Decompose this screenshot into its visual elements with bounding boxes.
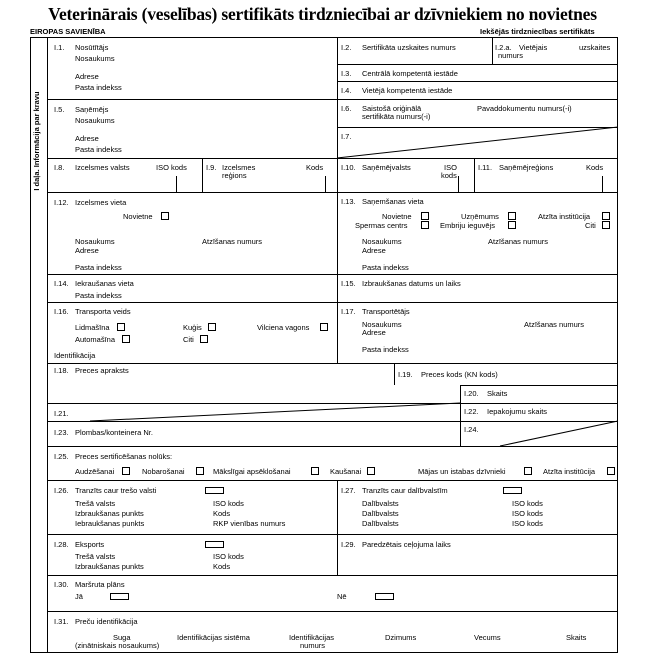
dest-enterprise-label: Uzņēmums <box>461 212 499 221</box>
document-title: Veterinārais (veselības) sertifikāts tirdzniecībai ar dzīvniekiem no novietnes <box>48 4 597 24</box>
field-number: I.22. <box>464 407 479 416</box>
ai-label: Mākslīgai apsēklošanai <box>213 467 291 476</box>
aeroplane-label: Lidmašīna <box>75 323 110 332</box>
origin-approval-label: Atzīšanas numurs <box>202 237 263 246</box>
purpose-approved-body-checkbox[interactable] <box>607 467 615 475</box>
origin-iso-label: ISO kods <box>156 163 187 172</box>
dest-name-label: Nosaukums <box>362 237 402 246</box>
field-number: I.25. <box>54 452 69 461</box>
field-number: I.27. <box>341 486 356 495</box>
transporter-address-label: Adrese <box>362 328 386 337</box>
origin-region-code-label: Kods <box>306 163 324 172</box>
field-number: I.31. <box>54 617 69 626</box>
road-checkbox[interactable] <box>122 335 130 343</box>
member-state-iso-label: ISO kods <box>512 519 543 528</box>
transit-third-checkbox[interactable] <box>205 487 224 494</box>
dest-embryo-team-checkbox[interactable] <box>508 221 516 229</box>
destination-country-label: Saņēmējvalsts <box>362 163 411 172</box>
transporter-title: Transportētājs <box>362 307 410 316</box>
third-country-iso-label: ISO kods <box>213 499 244 508</box>
member-state-iso-label: ISO kods <box>512 499 543 508</box>
part-label: I daļa. Informācija par kravu <box>32 91 41 191</box>
journey-time-label: Paredzētais ceļojuma laiks <box>362 540 451 549</box>
exit-point-label: Izbraukšanas punkts <box>75 509 144 518</box>
field-number: I.17. <box>341 307 356 316</box>
member-state-label: Dalībvalsts <box>362 519 399 528</box>
consignor-address-label: Adrese <box>75 72 99 81</box>
field-number: I.15. <box>341 279 356 288</box>
consignee-title: Saņēmējs <box>75 105 109 114</box>
transit-ms-checkbox[interactable] <box>503 487 522 494</box>
consignor-name-label: Nosaukums <box>75 54 115 63</box>
origin-name-label: Nosaukums <box>75 237 115 246</box>
field-number: I.13. <box>341 197 356 206</box>
origin-holding-label: Novietne <box>123 212 153 221</box>
diagonal-strike-i7 <box>337 127 618 158</box>
field-number: I.4. <box>341 86 352 95</box>
origin-holding-checkbox[interactable] <box>161 212 169 220</box>
third-country-label: Trešā valsts <box>75 499 116 508</box>
dest-address-label: Adrese <box>362 246 386 255</box>
field-number: I.16. <box>54 307 69 316</box>
original-cert-label: sertifikāta numurs(-i) <box>362 112 431 121</box>
aeroplane-checkbox[interactable] <box>117 323 125 331</box>
departure-date-label: Izbraukšanas datums un laiks <box>362 279 461 288</box>
export-code-label: Kods <box>213 562 231 571</box>
export-iso-label: ISO kods <box>213 552 244 561</box>
ai-checkbox[interactable] <box>311 467 319 475</box>
field-number: I.5. <box>54 105 65 114</box>
field-number: I.6. <box>341 104 352 113</box>
pets-checkbox[interactable] <box>524 467 532 475</box>
field-number: I.1. <box>54 43 65 52</box>
consignor-postcode-label: Pasta indekss <box>75 83 122 92</box>
field-number: I.2.a. <box>495 43 512 52</box>
origin-postcode-label: Pasta indekss <box>75 263 122 272</box>
field-number: I.26. <box>54 486 69 495</box>
dest-approved-body-checkbox[interactable] <box>602 212 610 220</box>
dest-enterprise-checkbox[interactable] <box>508 212 516 220</box>
col-ident-system: Identifikācijas sistēma <box>177 633 250 642</box>
destination-region-label: Saņēmējreģions <box>499 163 554 172</box>
field-number: I.20. <box>464 389 479 398</box>
field-number: I.3. <box>341 69 352 78</box>
field-number: I.19. <box>398 370 413 379</box>
packages-label: Iepakojumu skaits <box>487 407 548 416</box>
transport-title: Transporta veids <box>75 307 131 316</box>
field-number: I.18. <box>54 366 69 375</box>
origin-country-label: Izcelsmes valsts <box>75 163 130 172</box>
destination-place-title: Saņemšanas vieta <box>362 197 424 206</box>
consignee-address-label: Adrese <box>75 134 99 143</box>
col-ident-number: Identifikācijas <box>289 633 335 642</box>
member-state-label: Dalībvalsts <box>362 509 399 518</box>
field-number: I.10. <box>341 163 356 172</box>
transit-third-title: Tranzīts caur trešo valsti <box>75 486 157 495</box>
railway-label: Vilciena vagons <box>257 323 310 332</box>
dest-approval-label: Atzīšanas numurs <box>488 237 549 246</box>
transport-ident-label: Identifikācija <box>54 351 96 360</box>
breeding-checkbox[interactable] <box>122 467 130 475</box>
local-ref-label: Vietējais <box>519 43 548 52</box>
col-sex: Dzimums <box>385 633 417 642</box>
consignor-title: Nosūtītājs <box>75 43 109 52</box>
member-state-iso-label: ISO kods <box>512 509 543 518</box>
fattening-label: Nobarošanai <box>142 467 185 476</box>
col-species: Suga <box>113 633 131 642</box>
fattening-checkbox[interactable] <box>196 467 204 475</box>
seal-label: Plombas/konteinera Nr. <box>75 428 153 437</box>
local-ref-label: numurs <box>498 51 524 60</box>
header-certificate-type: Iekšējās tirdzniecības sertifikāts <box>480 27 595 36</box>
transport-other-checkbox[interactable] <box>200 335 208 343</box>
origin-place-title: Izcelsmes vieta <box>75 198 127 207</box>
export-title: Eksports <box>75 540 105 549</box>
origin-address-label: Adrese <box>75 246 99 255</box>
breeding-label: Audzēšanai <box>75 467 115 476</box>
destination-region-code-label: Kods <box>586 163 604 172</box>
cert-ref-label: Sertifikāta uzskaites numurs <box>362 43 456 52</box>
ship-checkbox[interactable] <box>208 323 216 331</box>
header-eu: EIROPAS SAVIENĪBA <box>30 27 106 36</box>
col-species-sub: (zinātniskais nosaukums) <box>75 641 160 650</box>
transporter-name-label: Nosaukums <box>362 320 402 329</box>
field-number: I.9. <box>206 163 217 172</box>
field-number: I.28. <box>54 540 69 549</box>
transport-other-label: Citi <box>183 335 194 344</box>
slaughter-checkbox[interactable] <box>367 467 375 475</box>
identification-title: Preču identifikācija <box>75 617 138 626</box>
loading-postcode-label: Pasta indekss <box>75 291 122 300</box>
export-country-label: Trešā valsts <box>75 552 116 561</box>
field-number: I.8. <box>54 163 65 172</box>
commodity-description-label: Preces apraksts <box>75 366 129 375</box>
dest-other-label: Citi <box>585 221 596 230</box>
purpose-approved-body-label: Atzīta institūcija <box>543 467 596 476</box>
original-cert-label: Saistošā oriģinālā <box>362 104 422 113</box>
field-number: I.30. <box>54 580 69 589</box>
field-number: I.2. <box>341 43 352 52</box>
field-number: I.21. <box>54 409 69 418</box>
route-plan-title: Maršruta plāns <box>75 580 125 589</box>
transit-ms-title: Tranzīts caur dalībvalstīm <box>362 486 448 495</box>
dest-semen-centre-label: Spermas centrs <box>355 221 408 230</box>
route-plan-no-checkbox[interactable] <box>375 593 394 600</box>
purpose-title: Preces sertificēšanas nolūks: <box>75 452 173 461</box>
bip-label: RKP vienības numurs <box>213 519 286 528</box>
field-number: I.7. <box>341 132 352 141</box>
col-quantity: Skaits <box>566 633 587 642</box>
quantity-label: Skaits <box>487 389 508 398</box>
commodity-code-label: Preces kods (KN kods) <box>421 370 498 379</box>
dest-postcode-label: Pasta indekss <box>362 263 409 272</box>
railway-checkbox[interactable] <box>320 323 328 331</box>
dest-approved-body-label: Atzīta institūcija <box>538 212 591 221</box>
transporter-approval-label: Atzīšanas numurs <box>524 320 585 329</box>
origin-region-label: Izcelsmes <box>222 163 256 172</box>
local-ref-label: uzskaites <box>579 43 611 52</box>
loading-place-title: Iekraušanas vieta <box>75 279 134 288</box>
diagonal-strike-i21 <box>90 403 460 421</box>
consignee-postcode-label: Pasta indekss <box>75 145 122 154</box>
route-plan-no-label: Nē <box>337 592 347 601</box>
field-number: I.14. <box>54 279 69 288</box>
field-number: I.24. <box>464 425 479 434</box>
central-authority-label: Centrālā kompetentā iestāde <box>362 69 458 78</box>
destination-iso-label: kods <box>441 171 457 180</box>
field-number: I.11. <box>478 163 493 172</box>
route-plan-yes-checkbox[interactable] <box>110 593 129 600</box>
exit-code-label: Kods <box>213 509 231 518</box>
ship-label: Kuģis <box>183 323 202 332</box>
destination-iso-label: ISO <box>444 163 457 172</box>
export-checkbox[interactable] <box>205 541 224 548</box>
slaughter-label: Kaušanai <box>330 467 362 476</box>
dest-semen-centre-checkbox[interactable] <box>421 221 429 229</box>
road-label: Automašīna <box>75 335 116 344</box>
pets-label: Mājas un istabas dzīvnieki <box>418 467 506 476</box>
dest-embryo-team-label: Embriju ieguvējs <box>440 221 496 230</box>
field-number: I.23. <box>54 428 69 437</box>
consignee-name-label: Nosaukums <box>75 116 115 125</box>
col-ident-number-sub: numurs <box>300 641 326 650</box>
field-number: I.29. <box>341 540 356 549</box>
dest-holding-checkbox[interactable] <box>421 212 429 220</box>
member-state-label: Dalībvalsts <box>362 499 399 508</box>
accompanying-docs-label: Pavaddokumentu numurs(-i) <box>477 104 572 113</box>
export-exit-point-label: Izbraukšanas punkts <box>75 562 144 571</box>
transporter-postcode-label: Pasta indekss <box>362 345 409 354</box>
local-authority-label: Vietējā kompetentā iestāde <box>362 86 453 95</box>
field-number: I.12. <box>54 198 69 207</box>
dest-holding-label: Novietne <box>382 212 412 221</box>
col-age: Vecums <box>474 633 501 642</box>
dest-other-checkbox[interactable] <box>602 221 610 229</box>
entry-point-label: Iebraukšanas punkts <box>75 519 145 528</box>
diagonal-strike-i24 <box>500 421 618 446</box>
route-plan-yes-label: Jā <box>75 592 83 601</box>
origin-region-label: reģions <box>222 171 247 180</box>
